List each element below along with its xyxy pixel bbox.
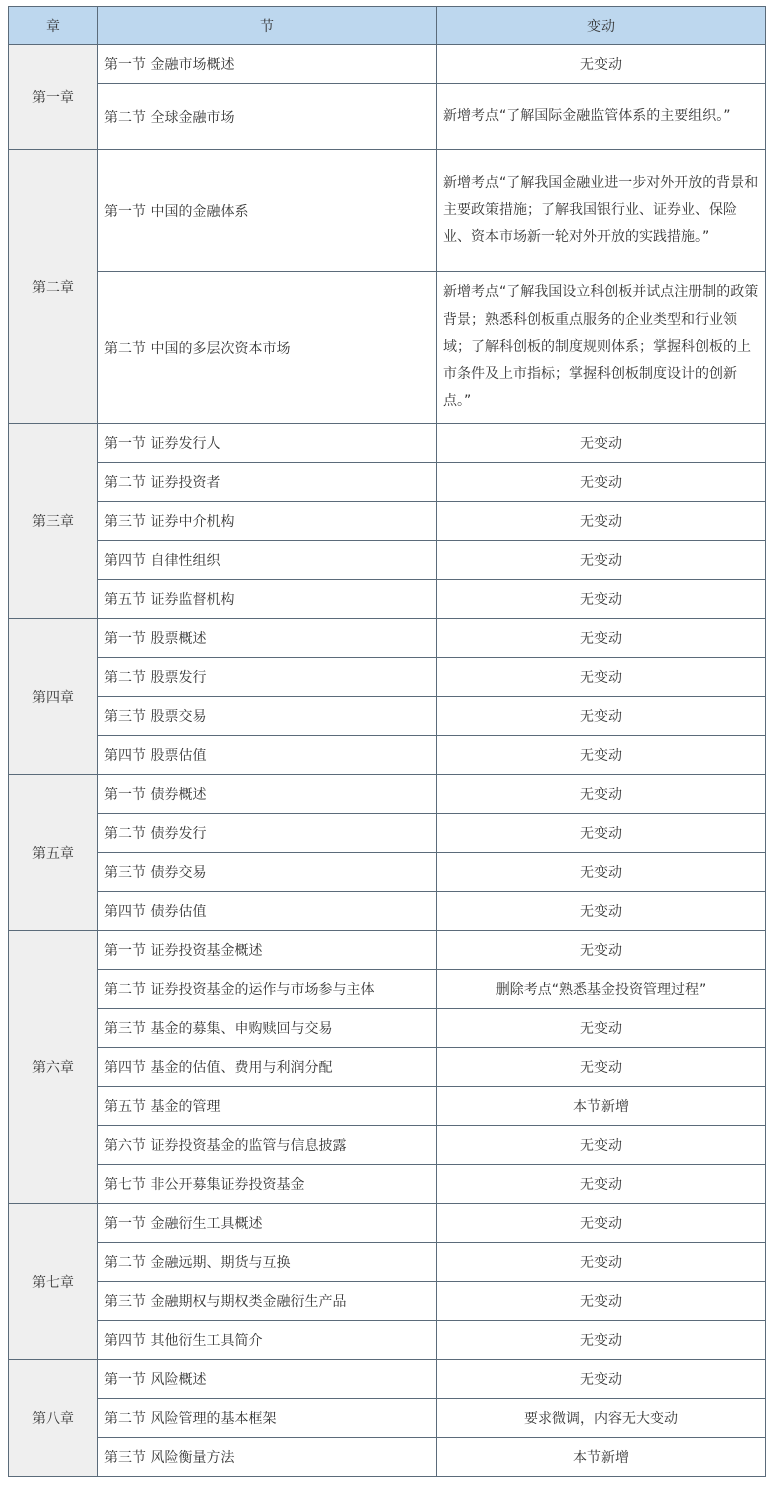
table-row (9, 1087, 766, 1126)
chapter-cell: 第五章 (9, 775, 98, 931)
change-cell: 无变动 (437, 541, 766, 580)
change-cell: 无变动 (437, 463, 766, 502)
change-cell: 新增考点“了解我国金融业进一步对外开放的背景和主要政策措施；了解我国银行业、证券业、保险业、资本市场新一轮对外开放的实践措施。” (437, 150, 766, 272)
section-cell: 第三节 风险衡量方法 (98, 1438, 437, 1477)
table-row (9, 658, 766, 697)
section-cell: 第一节 风险概述 (98, 1360, 437, 1399)
header-section: 节 (98, 7, 437, 45)
table-row (9, 45, 766, 84)
header-change: 变动 (437, 7, 766, 45)
change-cell: 删除考点“熟悉基金投资管理过程” (437, 970, 766, 1009)
section-cell: 第一节 证券投资基金概述 (98, 931, 437, 970)
section-cell: 第二节 股票发行 (98, 658, 437, 697)
chapter-cell: 第七章 (9, 1204, 98, 1360)
section-cell: 第四节 其他衍生工具简介 (98, 1321, 437, 1360)
change-cell: 无变动 (437, 45, 766, 84)
section-cell: 第四节 债券估值 (98, 892, 437, 931)
table-row (9, 1204, 766, 1243)
table-row (9, 1438, 766, 1477)
change-cell: 无变动 (437, 892, 766, 931)
section-cell: 第四节 基金的估值、费用与利润分配 (98, 1048, 437, 1087)
table-row (9, 150, 766, 272)
table-row (9, 814, 766, 853)
section-cell: 第三节 金融期权与期权类金融衍生产品 (98, 1282, 437, 1321)
change-cell: 无变动 (437, 1243, 766, 1282)
section-cell: 第二节 风险管理的基本框架 (98, 1399, 437, 1438)
chapter-cell: 第二章 (9, 150, 98, 424)
change-cell: 无变动 (437, 424, 766, 463)
header-chapter: 章 (9, 7, 98, 45)
table-row (9, 775, 766, 814)
change-cell: 无变动 (437, 1048, 766, 1087)
table-row (9, 1321, 766, 1360)
table-row (9, 697, 766, 736)
table-row (9, 1399, 766, 1438)
section-cell: 第二节 金融远期、期货与互换 (98, 1243, 437, 1282)
change-cell: 本节新增 (437, 1087, 766, 1126)
chapter-cell: 第八章 (9, 1360, 98, 1477)
table-body (9, 45, 766, 1477)
table-row (9, 541, 766, 580)
section-cell: 第四节 自律性组织 (98, 541, 437, 580)
section-cell: 第一节 股票概述 (98, 619, 437, 658)
section-cell: 第三节 基金的募集、申购赎回与交易 (98, 1009, 437, 1048)
change-cell: 无变动 (437, 931, 766, 970)
table-row (9, 1126, 766, 1165)
change-cell: 无变动 (437, 775, 766, 814)
change-cell: 无变动 (437, 853, 766, 892)
section-cell: 第三节 债券交易 (98, 853, 437, 892)
table-row (9, 463, 766, 502)
table-row (9, 1282, 766, 1321)
change-cell: 无变动 (437, 814, 766, 853)
section-cell: 第二节 证券投资基金的运作与市场参与主体 (98, 970, 437, 1009)
table-row (9, 931, 766, 970)
table-row (9, 619, 766, 658)
change-cell: 无变动 (437, 1282, 766, 1321)
section-cell: 第二节 中国的多层次资本市场 (98, 272, 437, 424)
chapter-cell: 第四章 (9, 619, 98, 775)
change-cell: 无变动 (437, 1204, 766, 1243)
table-row (9, 736, 766, 775)
section-cell: 第一节 债券概述 (98, 775, 437, 814)
change-cell: 新增考点“了解国际金融监管体系的主要组织。” (437, 84, 766, 150)
change-cell: 无变动 (437, 1321, 766, 1360)
change-cell: 无变动 (437, 580, 766, 619)
change-cell: 无变动 (437, 502, 766, 541)
section-cell: 第四节 股票估值 (98, 736, 437, 775)
section-cell: 第三节 证券中介机构 (98, 502, 437, 541)
section-cell: 第二节 全球金融市场 (98, 84, 437, 150)
section-cell: 第一节 证券发行人 (98, 424, 437, 463)
chapter-cell: 第三章 (9, 424, 98, 619)
table-row (9, 892, 766, 931)
table-row (9, 970, 766, 1009)
chapter-cell: 第一章 (9, 45, 98, 150)
change-cell: 新增考点“了解我国设立科创板并试点注册制的政策背景；熟悉科创板重点服务的企业类型和行业领域；了解科创板的制度规则体系；掌握科创板的上市条件及上市指标；掌握科创板制度设计的创新点。” (437, 272, 766, 424)
section-cell: 第五节 证券监督机构 (98, 580, 437, 619)
change-cell: 无变动 (437, 1360, 766, 1399)
table-row (9, 502, 766, 541)
section-cell: 第一节 中国的金融体系 (98, 150, 437, 272)
change-cell: 无变动 (437, 1009, 766, 1048)
table-row (9, 1360, 766, 1399)
change-cell: 本节新增 (437, 1438, 766, 1477)
section-cell: 第二节 证券投资者 (98, 463, 437, 502)
change-cell: 无变动 (437, 697, 766, 736)
table-row (9, 1048, 766, 1087)
table-row (9, 84, 766, 150)
change-cell: 无变动 (437, 1126, 766, 1165)
section-cell: 第五节 基金的管理 (98, 1087, 437, 1126)
syllabus-change-table (8, 6, 766, 1477)
section-cell: 第六节 证券投资基金的监管与信息披露 (98, 1126, 437, 1165)
table-row (9, 272, 766, 424)
table-row (9, 424, 766, 463)
table-row (9, 580, 766, 619)
change-cell: 无变动 (437, 658, 766, 697)
table-row (9, 1009, 766, 1048)
change-cell: 无变动 (437, 619, 766, 658)
section-cell: 第一节 金融市场概述 (98, 45, 437, 84)
change-cell: 无变动 (437, 736, 766, 775)
change-cell: 无变动 (437, 1165, 766, 1204)
table-row (9, 1243, 766, 1282)
chapter-cell: 第六章 (9, 931, 98, 1204)
section-cell: 第三节 股票交易 (98, 697, 437, 736)
section-cell: 第二节 债券发行 (98, 814, 437, 853)
table-row (9, 853, 766, 892)
section-cell: 第一节 金融衍生工具概述 (98, 1204, 437, 1243)
section-cell: 第七节 非公开募集证券投资基金 (98, 1165, 437, 1204)
header-row (9, 7, 766, 45)
change-cell: 要求微调，内容无大变动 (437, 1399, 766, 1438)
table-row (9, 1165, 766, 1204)
